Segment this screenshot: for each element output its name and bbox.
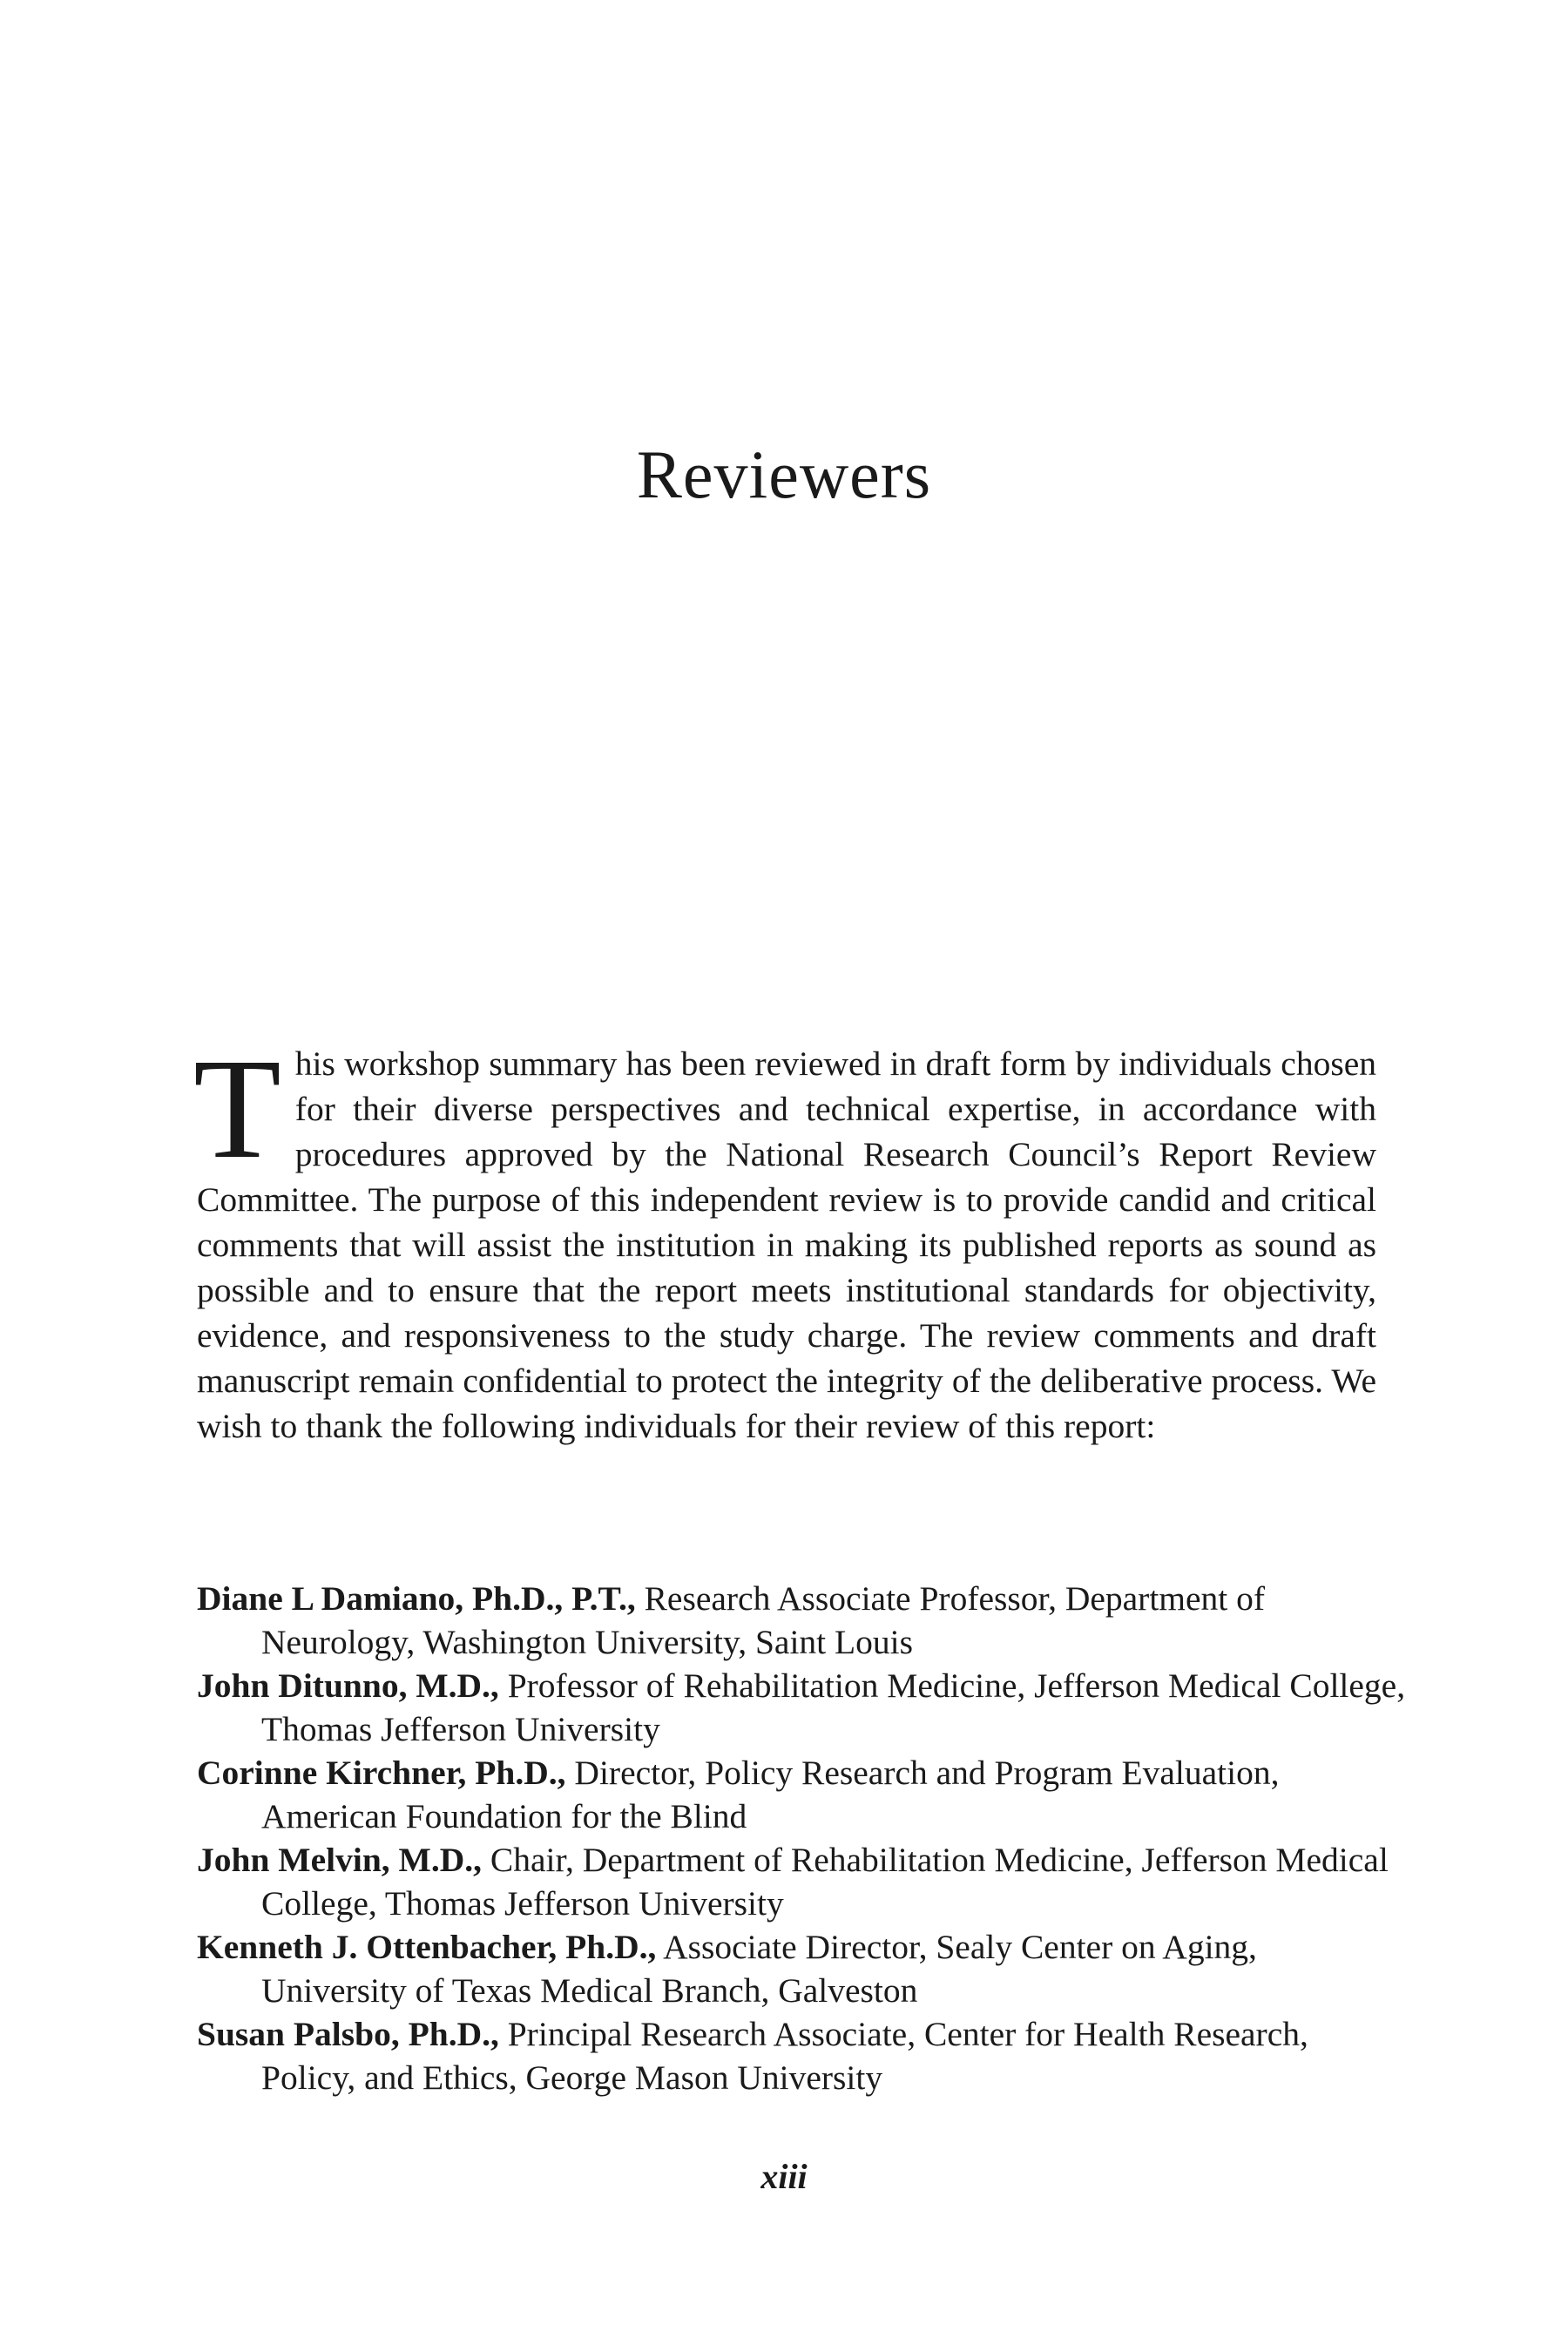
reviewer-affiliation: Research Associate Professor, Department of Neurology, Washington University, Saint Louis [261,1579,1266,1661]
reviewer-affiliation: Chair, Department of Rehabilitation Medicine, Jefferson Medical College, Thomas Jefferson University [261,1841,1389,1923]
page-number: xiii [760,2157,808,2196]
reviewer-entry [197,1664,1408,1751]
reviewer-entry [197,1577,1408,1664]
reviewer-entry [197,1751,1408,1838]
reviewer-affiliation: Director, Policy Research and Program Evaluation, American Foundation for the Blind [261,1754,1280,1835]
reviewer-entry [197,1925,1408,2012]
reviewer-name: Diane L Damiano, Ph.D., P.T., [197,1579,636,1618]
reviewer-name: John Melvin, M.D., [197,1841,482,1879]
reviewer-name: Kenneth J. Ottenbacher, Ph.D., [197,1928,657,1966]
reviewer-affiliation: Principal Research Associate, Center for Health Research, Policy, and Ethics, George Mason University [261,2015,1308,2097]
reviewers-list [197,1577,1408,2099]
page-title: Reviewers [636,436,932,512]
reviewer-entry [197,2012,1408,2099]
reviewer-name: Corinne Kirchner, Ph.D., [197,1754,566,1792]
intro-text: his workshop summary has been reviewed in draft form by individuals chosen for their diverse perspectives and technical expertise, in accordance with procedures approved by the National Research Council’s Report Review Committee. The purpose of this independent review is to provide candid and critical comments that will assist the institution in making its published reports as sound as possible and to ensure that the report meets institutional standards for objectivity, evidence, and responsiveness to the study charge. The review comments and draft manuscript remain confidential to protect the integrity of the deliberative process. We wish to thank the following individuals for their review of this report: [197,1044,1376,1445]
reviewer-affiliation: Associate Director, Sealy Center on Aging, University of Texas Medical Branch, Galveston [261,1928,1257,2010]
reviewer-name: John Ditunno, M.D., [197,1666,499,1705]
reviewer-name: Susan Palsbo, Ph.D., [197,2015,499,2053]
reviewer-affiliation: Professor of Rehabilitation Medicine, Jefferson Medical College, Thomas Jefferson University [261,1666,1406,1748]
drop-cap: T [193,1029,281,1188]
reviewer-entry [197,1838,1408,1925]
intro-paragraph [193,1029,1376,1449]
